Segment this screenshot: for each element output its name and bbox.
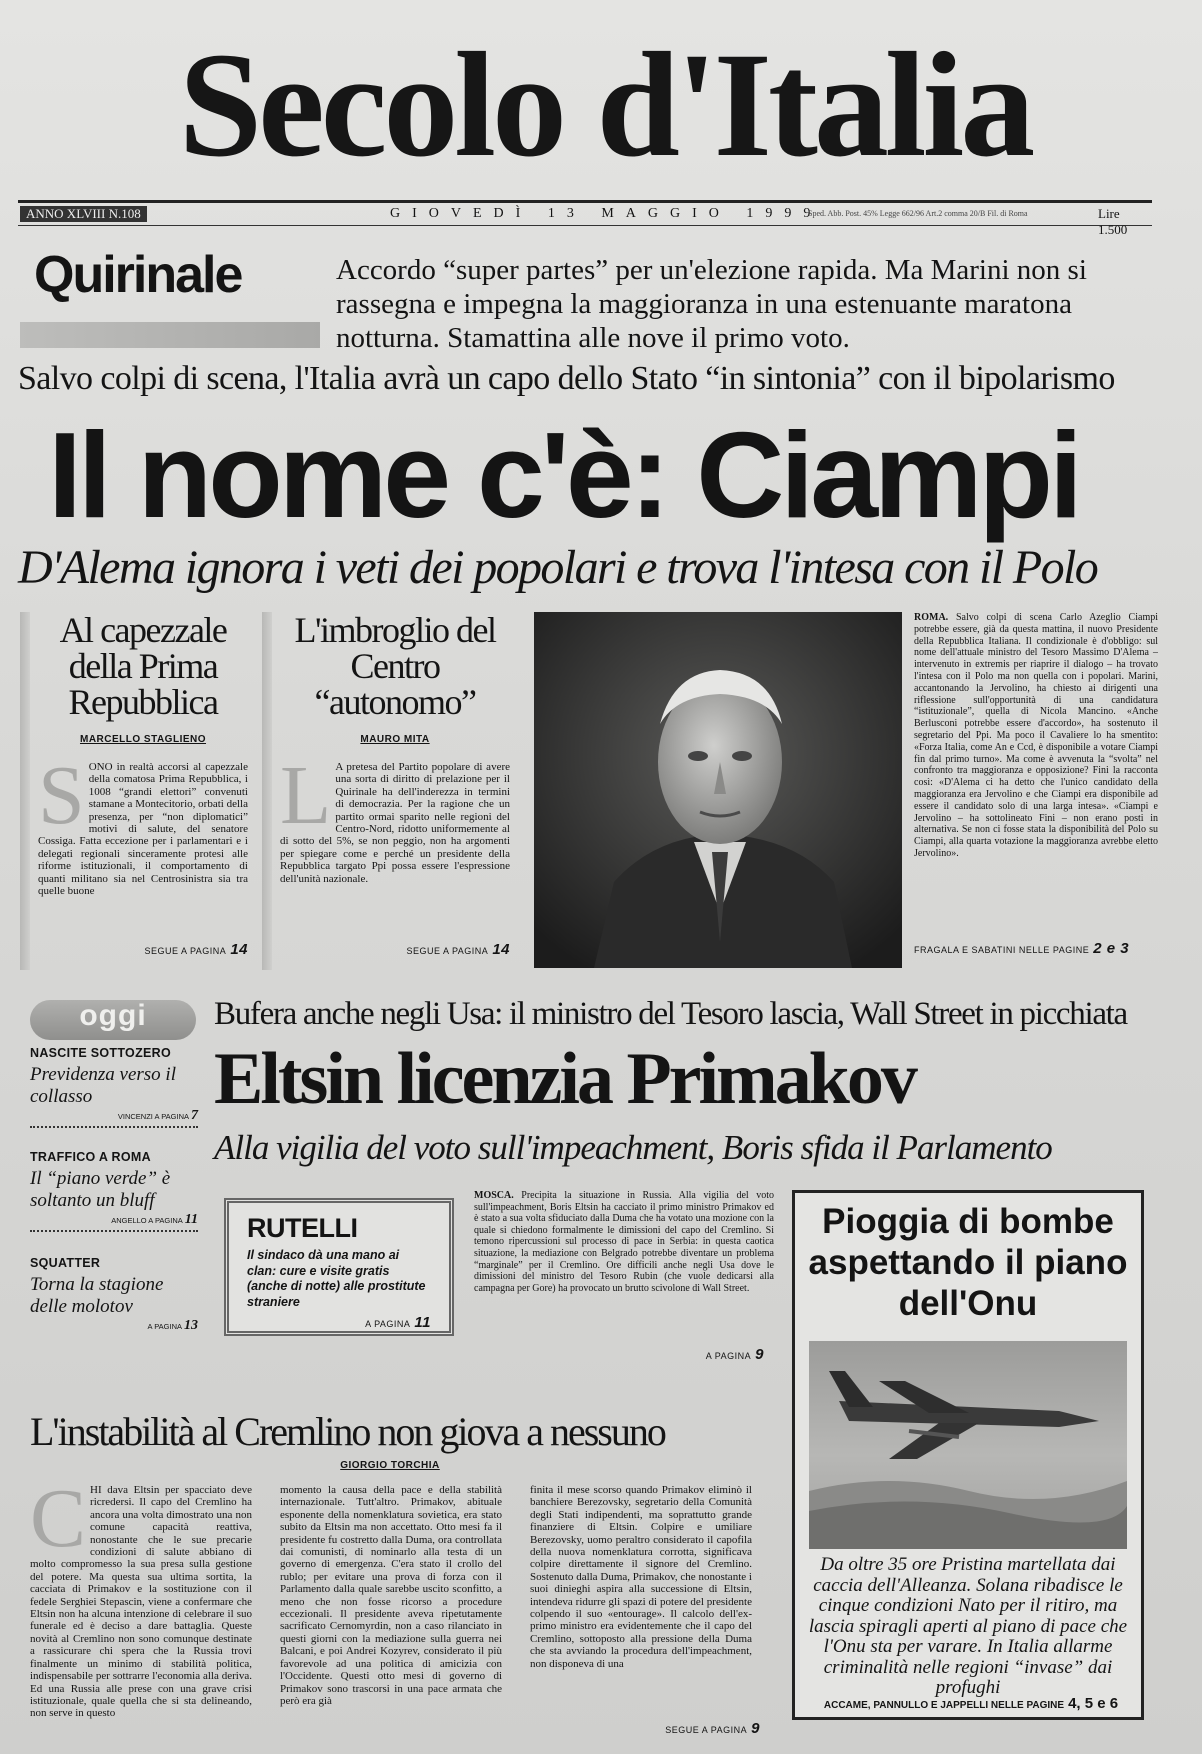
- dateline-label: ROMA.: [914, 612, 949, 623]
- drop-cap: S: [38, 761, 85, 842]
- ref-page: 7: [191, 1108, 198, 1123]
- editorial-byline: GIORGIO TORCHIA: [340, 1460, 440, 1471]
- continued-page: 9: [755, 1346, 764, 1363]
- portrait-illustration: [534, 612, 902, 968]
- column-body: [280, 761, 510, 935]
- ref-label: ANGELLO A PAGINA: [111, 1216, 183, 1225]
- continued-page: 14: [492, 941, 510, 958]
- continued-ref: [914, 940, 1158, 957]
- column-byline: MAURO MITA: [360, 734, 430, 745]
- masthead-title: Secolo d'Italia: [178, 22, 1032, 188]
- drop-cap: C: [30, 1484, 87, 1565]
- main-subheadline: D'Alema ignora i veti dei popolari e trova l'intesa con il Polo: [18, 541, 1098, 594]
- oggi-item: [30, 1256, 198, 1336]
- continued-label: A PAGINA: [705, 1351, 752, 1361]
- postal-notice: Sped. Abb. Post. 45% Legge 662/96 Art.2 comma 20/B Fil. di Roma: [808, 209, 1028, 218]
- continued-ref: [247, 1314, 431, 1331]
- column-text: A pretesa del Partito popolare di avere una sorta di diritto di prelazione per il Quirinale ha dell'inderezza in termini di democrazia. Per la ragione che un partito ormai sparito nelle regioni del Centro-Nord, ridotto uniformemente al di sotto del 5%, se non peggio, non ha argomenti per spiegare come e perché un presidente della Repubblica targato Ppi possa essere l'espressione dell'unità nazionale.: [280, 761, 510, 885]
- issue-number: ANNO XLVIII N.108: [20, 206, 147, 222]
- dateline-bar: [18, 200, 1152, 237]
- quirinale-subhead: Accordo “super partes” per un'elezione rapida. Ma Marini non si rassegna e impegna la maggioranza in una estenuante maratona notturna. Stamattina alle nove il primo voto.: [336, 254, 1087, 354]
- rutelli-title: RUTELLI: [247, 1213, 358, 1243]
- ciampi-news-column: [914, 612, 1158, 957]
- ref-page: 13: [184, 1318, 198, 1333]
- ciampi-portrait-photo: [534, 612, 902, 968]
- column-text: Precipita la situazione in Russia. Alla vigilia del voto sull'impeachment, Boris Eltsin ha cacciato il primo ministro Primakov ed è stato a sua volta sfiduciato dalla Duma che ha votato una mozione con la quale si chiedono formalmente le dimissioni del capo del Cremlino. Si temono ripercussioni sul processo di pace in Serbia: in questa caotica situazione, la mediazione con Belgrado potrebbe diventare un problema “marginale” per il Cremlino. Ore difficili anche negli Usa dove le dimissioni del ministro del Tesoro Rubin (che vuole dedicarsi alla campagna per Gore) ha provocato un brutto scivolone di Wall Street.: [474, 1190, 774, 1294]
- ref-label: VINCENZI A PAGINA: [117, 1112, 189, 1121]
- column-text: Salvo colpi di scena Carlo Azeglio Ciampi potrebbe essere, già da questa mattina, il nuovo Presidente della Repubblica Italiana. Il condizionale è d'obbligo: sul nome dell'attuale ministro del Tesoro Massimo D'Alema – intervenuto in extremis per riaprire il dialogo – ha trovato l'intesa con il Polo ma non quella con i popolari. Marini, accantonando la Jervolino, ha chiesto ai dirigenti una riflessione sull'opportunità di una candidatura “istituzionale”, quella di Nicola Mancino. «Anche Berlusconi potrebbe essere d'accordo», ha sostenuto il segretario del Ppi. Ma poco il Cavaliere lo ha smentito: «Forza Italia, come An e Ccd, è disponibile a votare Ciampi fin dal primo turno». Ma come è avvenuta la “svolta” nel confronto tra maggioranza e opposizione? Fini la racconta così: «D'Alema ci ha detto che l'unico candidato della maggioranza era Jervolino e che Ciampi era disponibile ad essere il candidato solo di una larga intesa». «Ciampi e Jervolino – ha sottolineato Fini – non erano posti in alternativa. Se non ci fosse stata la disponibilità del Polo su Ciampi, alla quarta votazione la maggioranza avrebbe eletto Jervolino».: [914, 612, 1158, 859]
- column-title: L'imbroglio del Centro “autonomo”: [294, 610, 496, 722]
- column-shade-rule: [262, 612, 272, 970]
- eltsin-subheadline: Alla vigilia del voto sull'impeachment, Boris sfida il Parlamento: [214, 1128, 1052, 1167]
- column-text: ONO in realtà accorsi al capezzale della comatosa Prima Repubblica, i 1008 “grandi elettori” convenuti stamane a Montecitorio, orbati della presenza, per “non diplomatici” motivi di salute, del senatore Cossiga. Fatta eccezione per i parlamentari e i delegati regionali sinceramente protesi alle riforme istituzionali, il comportamento di quanti militano sia nel Centrosinistra sia tra quelle buone: [38, 761, 248, 898]
- jet-illustration: [809, 1341, 1127, 1549]
- continued-page: 2 e 3: [1093, 940, 1130, 957]
- kosovo-headline: Pioggia di bombe aspettando il piano dell'Onu: [808, 1202, 1128, 1323]
- oggi-item-body: Previdenza verso il collasso: [30, 1064, 176, 1107]
- continued-page: 14: [230, 941, 248, 958]
- ref-page: 11: [184, 1212, 198, 1227]
- dateline-label: MOSCA.: [474, 1190, 514, 1201]
- continued-page: 9: [751, 1720, 760, 1737]
- rutelli-box: [224, 1198, 454, 1336]
- oggi-item-ref: [30, 1108, 198, 1128]
- continued-ref: [38, 941, 248, 958]
- continued-ref: [280, 941, 510, 958]
- continued-ref: [803, 1695, 1139, 1712]
- ref-label: A PAGINA: [147, 1322, 182, 1331]
- fighter-jet-photo: [809, 1341, 1127, 1549]
- continued-label: FRAGALA E SABATINI NELLE PAGINE: [914, 945, 1090, 955]
- editorial-column-2: [280, 1484, 502, 1736]
- oggi-label: oggi: [79, 999, 147, 1032]
- oggi-item-body: Torna la stagione delle molotov: [30, 1274, 164, 1317]
- continued-label: A PAGINA: [365, 1319, 411, 1329]
- continued-label: ACCAME, PANNULLO E JAPPELLI NELLE PAGINE: [823, 1700, 1065, 1711]
- continued-page: 11: [414, 1314, 431, 1331]
- main-headline: Il nome c'è: Ciampi: [48, 407, 1079, 543]
- column-text: momento la causa della pace e della stabilità internazionale. Tutt'altro. Primakov, abituale esponente della nomenklatura sovietica, era stato subito da Eltsin ma non accettato. Otto mesi fa il presidente fu costretto dalla Duma, ora controllata dai comunisti, di nominarlo alla testa di un governo di emergenza. C'era stato il crollo del rublo; per evitare una prova di forza con il Parlamento dalla quale sarebbe uscito sconfitto, a meno che non fosse ricorso a procedure eccezionali. Il presidente aveva ripetutamente sacrificato Cernomyrdin, non a caso rilanciato in questi giorni con la mediazione sulla guerra nei Balcani, e poi Andrei Kozyrev, considerato il più favorevole ad una politica di amicizia con l'Occidente. Questi otto mesi di governo di Primakov sono trascorsi in una pace armata che però era già: [280, 1484, 502, 1707]
- continued-label: SEGUE A PAGINA: [665, 1725, 748, 1735]
- oggi-item-ref: [30, 1212, 198, 1232]
- column-body: [474, 1190, 774, 1342]
- editorial-column-stagliano: [38, 612, 248, 970]
- column-text: HI dava Eltsin per spacciato deve ricredersi. Il capo del Cremlino ha ancora una volta dimostrato una non comune capacità reattiva, nonostante che le sue precarie condizioni di salute abbiano di molto compromesso la sua presa sulla gestione del potere. Ma questa sua ultima sortita, la cacciata di Primakov e la sostituzione con il fedele Serghiei Stepascin, viene a confermare che Eltsin non ha alcuna intenzione di celebrare il suo funerale ed è deciso a dare battaglia. Queste novità al Cremlino non sono comunque destinate a rassicurare chi spera che la Russia trovi finalmente un minimo di stabilità politica, indispensabile per sottrarre l'economia alla deriva. Ed una Russia alle prese con una grave crisi istituzionale, quale quella che si sta delineando, non serve in questo: [30, 1484, 252, 1720]
- kicker-shade-bar: [20, 322, 320, 348]
- quirinale-lead-line: Salvo colpi di scena, l'Italia avrà un capo dello Stato “in sintonia” con il bipolarismo: [18, 360, 1115, 397]
- column-shade-rule: [20, 612, 30, 970]
- oggi-item: [30, 1150, 198, 1232]
- issue-date: GIOVEDÌ 13 MAGGIO 1999: [390, 206, 823, 221]
- oggi-item-head: NASCITE SOTTOZERO: [30, 1046, 171, 1060]
- rutelli-body: Il sindaco dà una mano ai clan: cure e visite gratis (anche di notte) alle prostitute straniere: [247, 1248, 426, 1309]
- column-body: [38, 761, 248, 935]
- issue-price: Lire 1.500: [1098, 206, 1128, 237]
- column-byline: MARCELLO STAGLIENO: [79, 734, 207, 745]
- eltsin-headline: Eltsin licenzia Primakov: [214, 1038, 915, 1120]
- editorial-column-1: [30, 1484, 252, 1736]
- continued-ref: [474, 1346, 774, 1363]
- oggi-item-head: SQUATTER: [30, 1256, 101, 1270]
- continued-label: SEGUE A PAGINA: [144, 946, 227, 956]
- oggi-item: [30, 1046, 198, 1128]
- continued-page: 4, 5 e 6: [1068, 1695, 1119, 1712]
- eltsin-kicker: Bufera anche negli Usa: il ministro del Tesoro lascia, Wall Street in picchiata: [214, 996, 1127, 1032]
- editorial-column-3: [530, 1484, 752, 1716]
- editorial-headline: L'instabilità al Cremlino non giova a nessuno: [30, 1409, 665, 1454]
- kosovo-summary: Da oltre 35 ore Pristina martellata dai caccia dell'Alleanza. Solana ribadisce le cinque condizioni Nato per il ritiro, ma lascia spiragli aperti al piano di pace che l'Onu sta per varare. In Italia allarme criminalità nelle regioni “invase” dai profughi: [808, 1554, 1128, 1698]
- oggi-item-body: Il “piano verde” è soltanto un bluff: [30, 1168, 171, 1211]
- continued-ref: [560, 1720, 760, 1737]
- column-title: Al capezzale della Prima Repubblica: [59, 610, 227, 722]
- continued-label: SEGUE A PAGINA: [406, 946, 489, 956]
- kosovo-box: [792, 1190, 1144, 1720]
- editorial-column-mita: [280, 612, 510, 970]
- drop-cap: L: [280, 761, 332, 842]
- column-body: [914, 612, 1158, 932]
- eltsin-news-column: [474, 1190, 774, 1363]
- column-text: finita il mese scorso quando Primakov eliminò il banchiere Berezovsky, segretario della Comunità degli Stati indipendenti, ma soprattutto grande finanziere di Eltsin. Colpire e umiliare Berezovsky, uomo peraltro considerato il capofila della nuova nomenklatura corrotta, significava colpire direttamente il signore del Cremlino. Sostenuto dalla Duma, Primakov, che nonostante i suoi dinieghi aspira alla successione di Eltsin, intendeva ridurre gli spazi di potere del presidente colpendo il suo «entourage». Il calcolo dell'ex-primo ministro era evidentemente che il capo del Cremlino, sottoposto alla pressione della Duma che sta avviando la procedura dell'impeachment, non disponeva di una: [530, 1484, 752, 1670]
- oggi-item-head: TRAFFICO A ROMA: [30, 1150, 151, 1164]
- quirinale-kicker: Quirinale: [34, 246, 242, 304]
- oggi-item-ref: [30, 1318, 198, 1336]
